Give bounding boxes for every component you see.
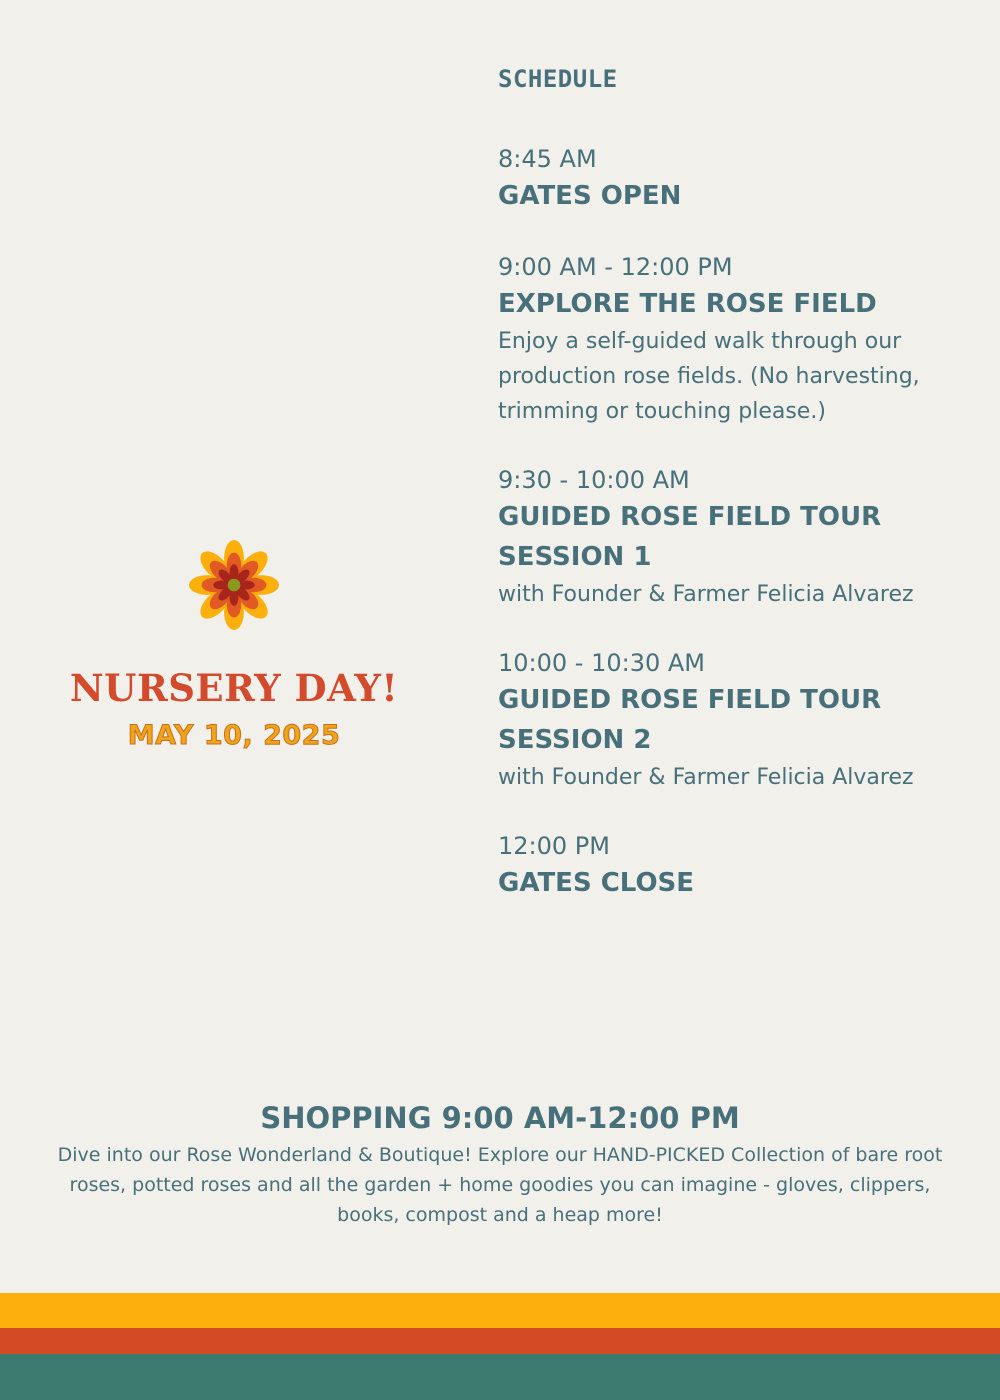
schedule-item-title: GUIDED ROSE FIELD TOUR SESSION 1: [498, 502, 882, 572]
schedule-item: [498, 646, 938, 795]
schedule-section: [498, 62, 938, 937]
footer-stripe-yellow: [0, 1293, 1000, 1328]
schedule-item-title: GUIDED ROSE FIELD TOUR SESSION 2: [498, 685, 882, 755]
schedule-item-description: Enjoy a self-guided walk through our production rose fields. (No harvesting, trimming or touching please.): [498, 329, 920, 424]
schedule-item-description: with Founder & Farmer Felicia Alvarez: [498, 765, 914, 790]
schedule-item-title: GATES OPEN: [498, 181, 682, 211]
shopping-section: [40, 1098, 960, 1230]
schedule-item-time: 9:30 - 10:00 AM: [498, 466, 690, 494]
schedule-item: [498, 250, 938, 429]
shopping-title: SHOPPING 9:00 AM-12:00 PM: [260, 1101, 740, 1135]
event-branding: [0, 540, 468, 752]
flower-icon: [189, 540, 279, 630]
schedule-item-description: with Founder & Farmer Felicia Alvarez: [498, 582, 914, 607]
event-date: MAY 10, 2025: [127, 720, 341, 751]
schedule-item: [498, 463, 938, 612]
footer-stripe-teal: [0, 1354, 1000, 1400]
event-title: NURSERY DAY!: [69, 666, 399, 710]
shopping-description: Dive into our Rose Wonderland & Boutique! Explore our HAND-PICKED Collection of bare root roses, potted roses and all the garden + home goodies you can imagine - gloves, clippers, books, compost and a heap more!: [57, 1144, 943, 1226]
schedule-item-time: 12:00 PM: [498, 832, 610, 860]
schedule-item-title: GATES CLOSE: [498, 868, 695, 898]
schedule-item-time: 10:00 - 10:30 AM: [498, 649, 705, 677]
schedule-item: [498, 829, 938, 903]
schedule-heading: SCHEDULE: [498, 65, 618, 93]
schedule-item-time: 8:45 AM: [498, 145, 597, 173]
schedule-item-title: EXPLORE THE ROSE FIELD: [498, 289, 877, 319]
footer-stripe-red: [0, 1328, 1000, 1354]
schedule-item: [498, 142, 938, 216]
schedule-item-time: 9:00 AM - 12:00 PM: [498, 253, 733, 281]
